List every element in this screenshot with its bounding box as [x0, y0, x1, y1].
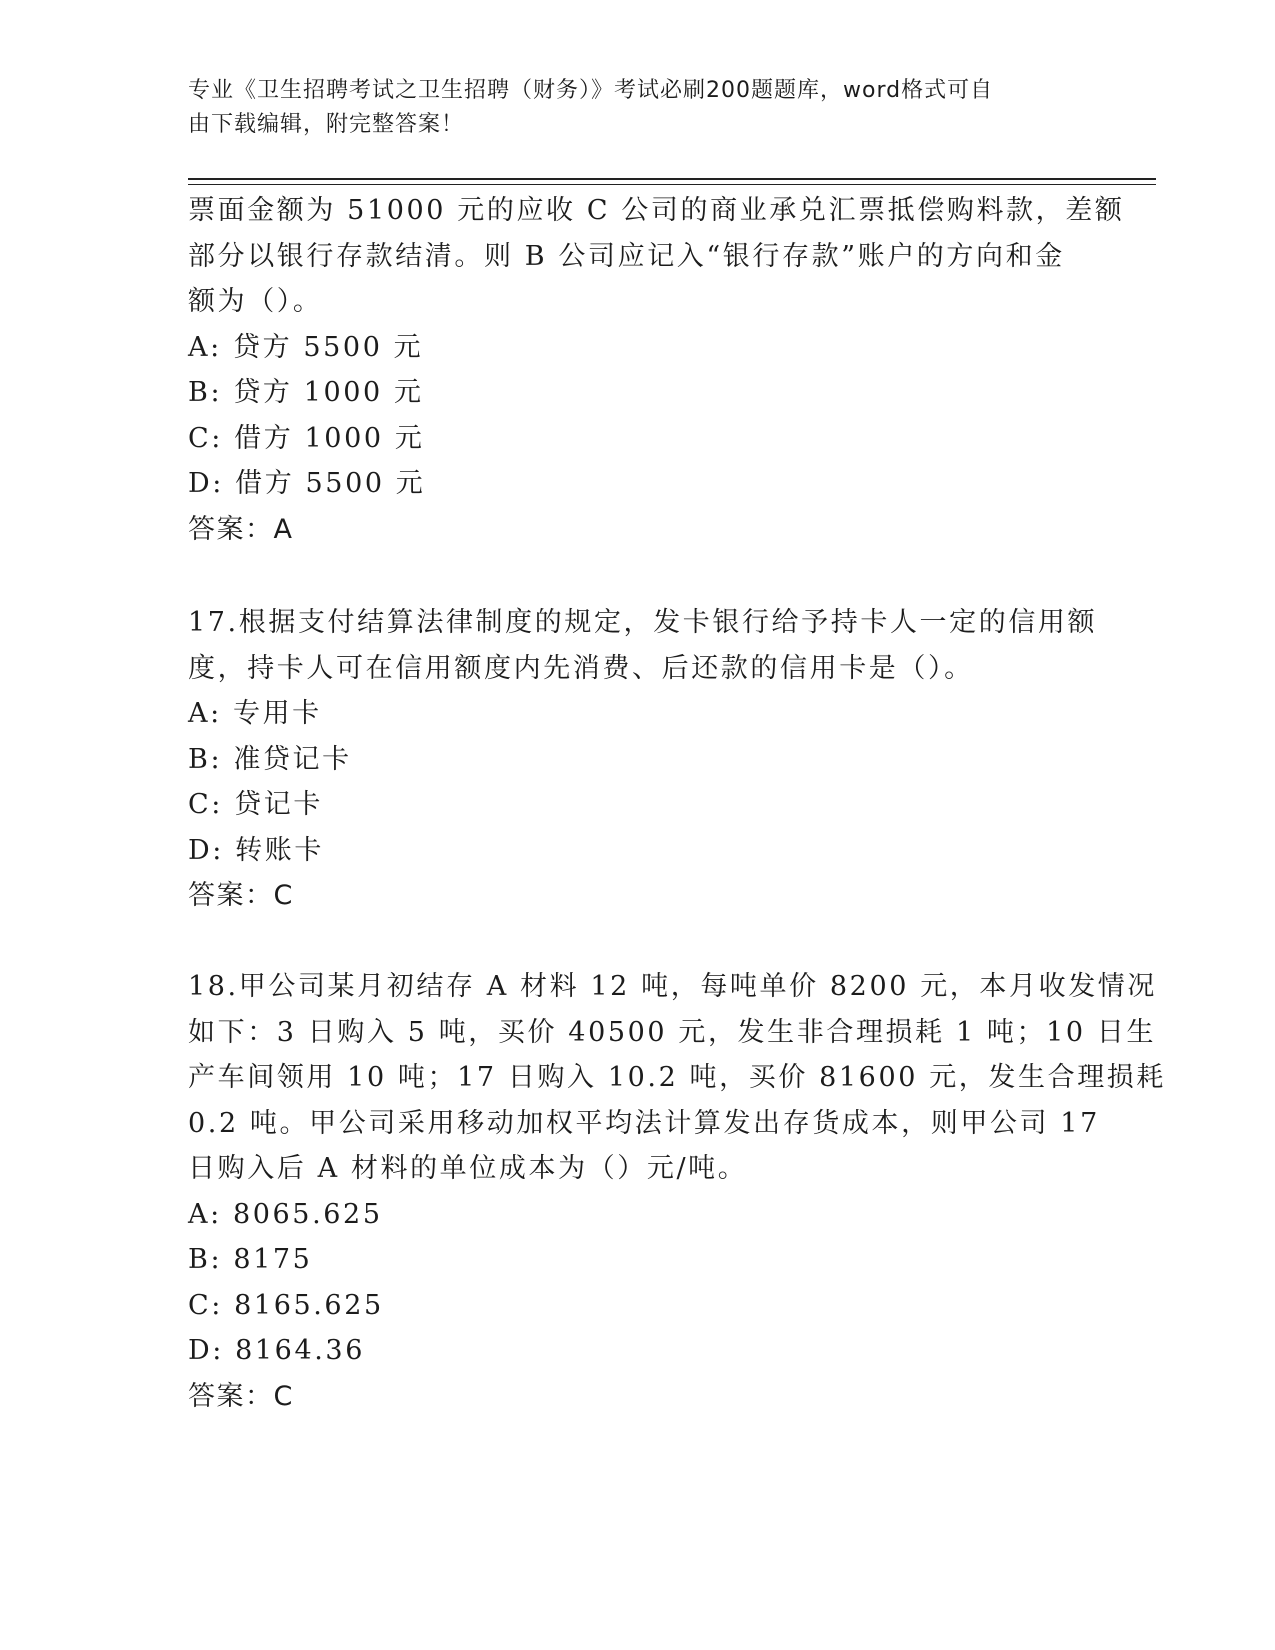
question-stem-line: 如下：3 日购入 5 吨，买价 40500 元，发生非合理损耗 1 吨；10 日生	[188, 1016, 1157, 1048]
question-stem-line: 度，持卡人可在信用额度内先消费、后还款的信用卡是（）。	[188, 652, 974, 684]
question-stem-line: 17.根据支付结算法律制度的规定，发卡银行给予持卡人一定的信用额	[188, 607, 1098, 638]
header-divider	[188, 178, 1156, 180]
header-line: 由下载编辑，附完整答案！	[188, 112, 465, 137]
question-stem-line: 日购入后 A 材料的单位成本为（）元/吨。	[188, 1153, 748, 1184]
question-stem-line: 额为（）。	[188, 286, 323, 317]
question-stem-line: 部分以银行存款结清。则 B 公司应记入“银行存款”账户的方向和金	[188, 240, 1065, 272]
option-b: B: 8175	[188, 1244, 313, 1275]
option-a: A: 8065.625	[188, 1198, 383, 1230]
option-b: B: 准贷记卡	[188, 743, 352, 775]
option-b: B: 贷方 1000 元	[188, 377, 424, 408]
option-c: C: 8165.625	[188, 1289, 384, 1321]
question-stem-line: 票面金额为 51000 元的应收 C 公司的商业承兑汇票抵偿购料款，差额	[188, 195, 1125, 226]
option-d: D: 8164.36	[188, 1335, 365, 1366]
option-d: D: 借方 5500 元	[188, 468, 426, 499]
question-stem-line: 0.2 吨。甲公司采用移动加权平均法计算发出存货成本，则甲公司 17	[188, 1107, 1100, 1139]
option-c: C: 贷记卡	[188, 789, 323, 820]
question-stem-line: 产车间领用 10 吨；17 日购入 10.2 吨，买价 81600 元，发生合理损耗	[188, 1062, 1166, 1093]
question-block	[188, 188, 1125, 552]
answer-line: 答案：C	[188, 880, 294, 911]
question-block	[188, 964, 1166, 1419]
option-c: C: 借方 1000 元	[188, 422, 425, 454]
option-d: D: 转账卡	[188, 834, 324, 866]
option-a: A: 贷方 5500 元	[188, 331, 424, 363]
option-a: A: 专用卡	[188, 698, 322, 729]
answer-line: 答案：A	[188, 513, 294, 545]
document-header	[188, 74, 1088, 142]
header-line: 专业《卫生招聘考试之卫生招聘（财务）》考试必刷200题题库，word格式可自	[188, 78, 994, 103]
question-stem-line: 18.甲公司某月初结存 A 材料 12 吨，每吨单价 8200 元，本月收发情况	[188, 971, 1158, 1002]
header-divider	[188, 184, 1156, 185]
answer-line: 答案：C	[188, 1380, 294, 1412]
question-block	[188, 600, 1098, 919]
